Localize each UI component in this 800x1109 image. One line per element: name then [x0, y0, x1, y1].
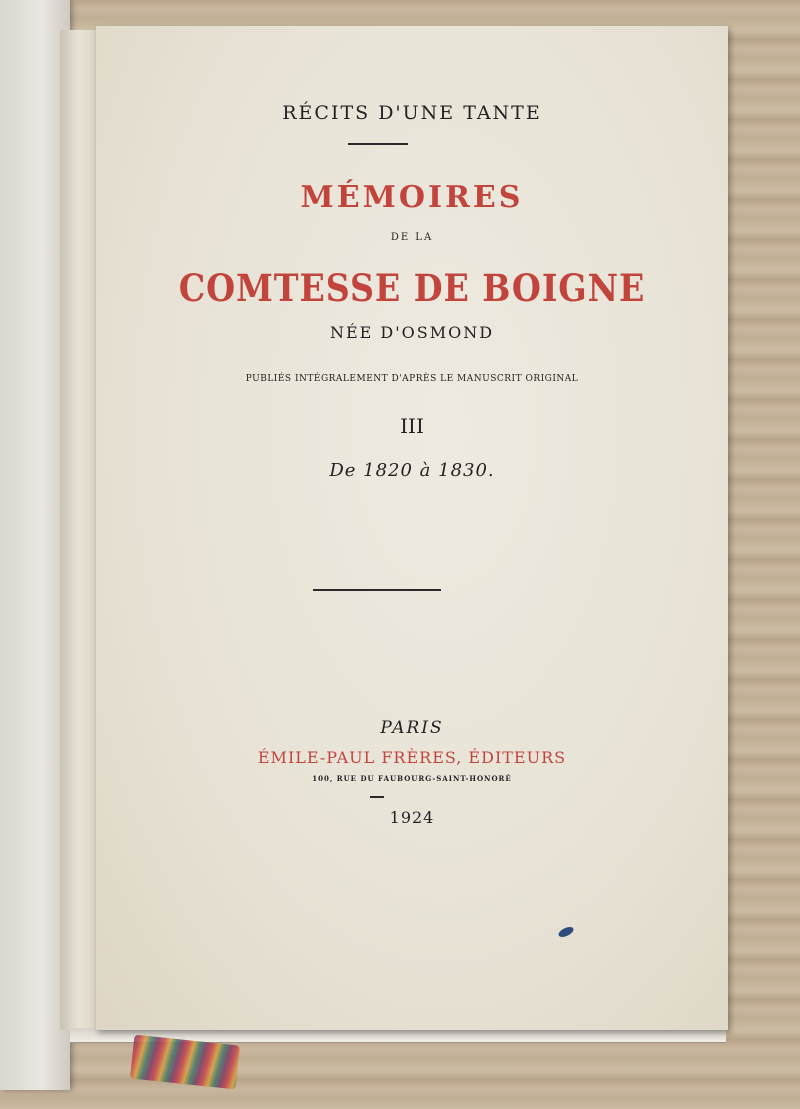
top-rule — [348, 143, 408, 145]
series-title: RÉCITS D'UNE TANTE — [282, 102, 542, 124]
publication-year: 1924 — [389, 808, 435, 827]
title-page — [96, 26, 728, 1030]
publisher: ÉMILE-PAUL FRÈRES, ÉDITEURS — [257, 748, 567, 767]
ink-spot — [557, 925, 575, 939]
author-title: COMTESSE DE BOIGNE — [178, 266, 646, 310]
volume-number: III — [400, 414, 424, 438]
main-title: MÉMOIRES — [300, 180, 524, 215]
bottom-rule — [370, 796, 384, 798]
birth-name: NÉE D'OSMOND — [329, 323, 495, 342]
middle-rule — [313, 589, 441, 591]
edition-note: PUBLIÉS INTÉGRALEMENT D'APRÈS LE MANUSCRIT ORIGINAL — [245, 374, 579, 384]
publication-place: PARIS — [380, 718, 444, 738]
period: De 1820 à 1830. — [329, 460, 495, 481]
publisher-address: 100, RUE DU FAUBOURG-SAINT-HONORÉ — [312, 774, 512, 783]
title-connector: DE LA — [390, 232, 434, 243]
